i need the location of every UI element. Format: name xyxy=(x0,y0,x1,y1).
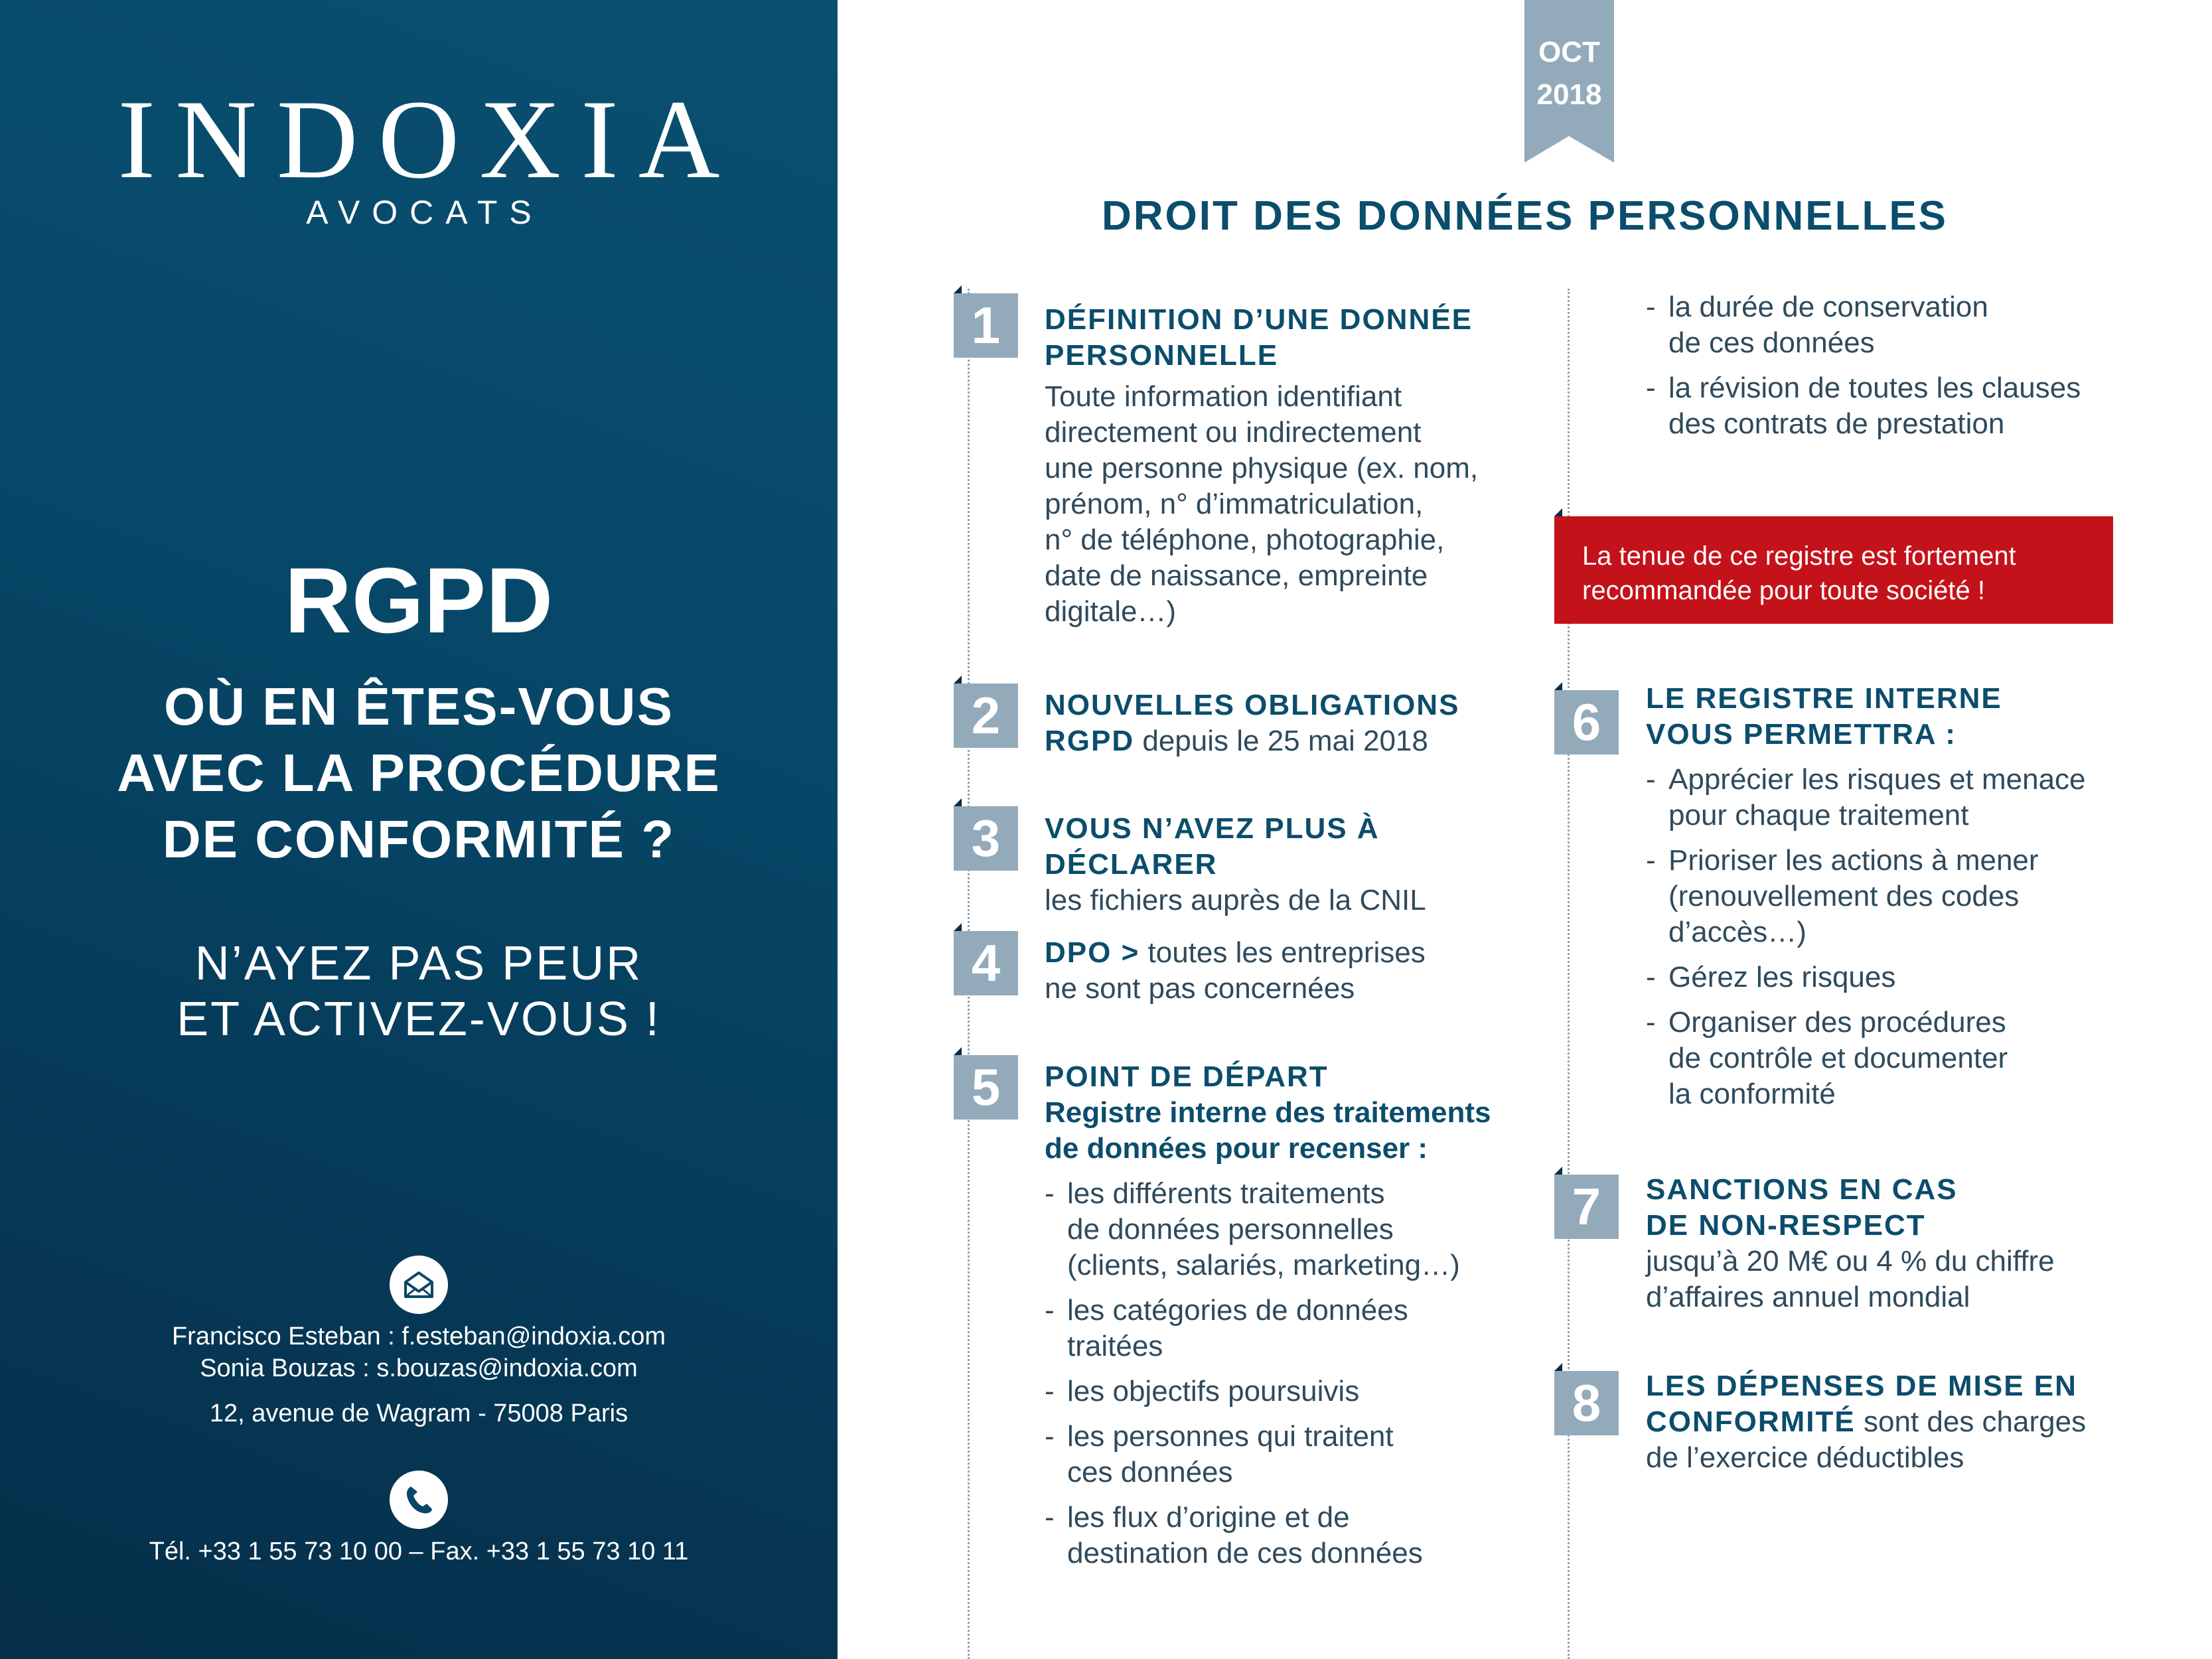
list-item-line: - les flux d’origine et de xyxy=(1067,1501,1350,1534)
section-5-subheading: Registre interne des traitements xyxy=(1045,1096,1491,1129)
section-1-text: prénom, n° d’immatriculation, xyxy=(1045,488,1424,520)
question-line: DE CONFORMITÉ ? xyxy=(162,810,676,869)
list-item-line: traitées xyxy=(1067,1330,1163,1362)
main-title: DROIT DES DONNÉES PERSONNELLES xyxy=(1101,193,1949,239)
section-1 xyxy=(1045,302,1549,630)
section-4-heading-bold: DPO > xyxy=(1045,936,1140,969)
section-7-text: d’affaires annuel mondial xyxy=(1646,1281,1970,1313)
list-item xyxy=(1646,370,2190,442)
list-item-line: de ces données xyxy=(1668,326,1875,359)
section-3 xyxy=(1045,811,1549,918)
section-1-text: digitale…) xyxy=(1045,595,1177,628)
section-5-subheading: de données pour recenser : xyxy=(1045,1132,1428,1165)
list-item xyxy=(1646,1005,2190,1112)
list-item-line: - les objectifs poursuivis xyxy=(1067,1375,1360,1407)
logo-main: INDOXIA xyxy=(117,77,740,202)
list-item-line: - Gérez les risques xyxy=(1668,961,1896,993)
section-number-6: 6 xyxy=(1554,690,1619,755)
section-2-heading: NOUVELLES OBLIGATIONS xyxy=(1045,689,1460,721)
section-1-text: date de naissance, empreinte xyxy=(1045,559,1428,592)
list-item xyxy=(1646,289,2190,361)
list-item xyxy=(1045,1500,1562,1571)
list-item-line: la conformité xyxy=(1668,1078,1836,1110)
section-2-text: depuis le 25 mai 2018 xyxy=(1134,725,1428,757)
section-1-text: une personne physique (ex. nom, xyxy=(1045,452,1479,484)
section-8-heading: LES DÉPENSES DE MISE EN xyxy=(1646,1370,2077,1402)
list-item xyxy=(1045,1374,1562,1409)
slogan-line: ET ACTIVEZ-VOUS ! xyxy=(177,993,661,1046)
logo-sub: AVOCATS xyxy=(306,194,544,231)
rgpd-title: RGPD xyxy=(284,548,553,652)
section-1-text: directement ou indirectement xyxy=(1045,416,1422,449)
section-2-heading-bold: RGPD xyxy=(1045,725,1135,757)
section-4 xyxy=(1045,935,1549,1007)
callout-line: La tenue de ce registre est fortement xyxy=(1582,541,2016,571)
contact-email-1[interactable]: Francisco Esteban : f.esteban@indoxia.com xyxy=(171,1323,666,1350)
list-item xyxy=(1646,960,2190,995)
section-7-heading: SANCTIONS EN CAS xyxy=(1646,1173,1958,1206)
phone-icon xyxy=(390,1471,448,1529)
list-item-line: - Apprécier les risques et menace xyxy=(1668,763,2086,796)
section-5-list-continued xyxy=(1646,289,2190,442)
column-divider-right xyxy=(1568,289,1570,1659)
section-number-7: 7 xyxy=(1554,1175,1619,1239)
section-number-1: 1 xyxy=(954,293,1018,358)
section-number-5: 5 xyxy=(954,1055,1018,1119)
slogan-line: N’AYEZ PAS PEUR xyxy=(194,937,643,990)
section-6-list xyxy=(1646,762,2190,1112)
list-item xyxy=(1646,843,2190,950)
address: 12, avenue de Wagram - 75008 Paris xyxy=(209,1400,628,1427)
list-item-line: (clients, salariés, marketing…) xyxy=(1067,1249,1460,1281)
section-1-heading: DÉFINITION D’UNE DONNÉE xyxy=(1045,303,1473,336)
list-item xyxy=(1045,1176,1562,1283)
section-4-text: ne sont pas concernées xyxy=(1045,972,1355,1005)
section-5-continued xyxy=(1646,289,2190,451)
section-8 xyxy=(1646,1368,2190,1476)
date-ribbon xyxy=(1524,0,1614,163)
section-7-heading: DE NON-RESPECT xyxy=(1646,1209,1926,1242)
slogan xyxy=(0,936,838,1047)
section-number-4: 4 xyxy=(954,931,1018,995)
question-line: AVEC LA PROCÉDURE xyxy=(117,743,721,802)
list-item xyxy=(1646,762,2190,833)
list-item-line: de contrôle et documenter xyxy=(1668,1042,2008,1074)
ribbon-year: 2018 xyxy=(1536,78,1602,111)
list-item-line: - la durée de conservation xyxy=(1668,291,1988,323)
section-5-list xyxy=(1045,1176,1562,1571)
section-8-heading-bold: CONFORMITÉ xyxy=(1646,1406,1856,1438)
callout-line: recommandée pour toute société ! xyxy=(1582,576,1986,605)
section-1-text: Toute information identifiant xyxy=(1045,380,1402,413)
list-item-line: (renouvellement des codes xyxy=(1668,880,2020,912)
section-1-text: n° de téléphone, photographie, xyxy=(1045,524,1445,556)
list-item-line: ces données xyxy=(1067,1456,1233,1488)
section-6 xyxy=(1646,681,2190,1121)
section-5 xyxy=(1045,1059,1562,1581)
list-item-line: destination de ces données xyxy=(1067,1537,1423,1569)
list-item-line: d’accès…) xyxy=(1668,916,1806,948)
section-4-text: toutes les entreprises xyxy=(1140,936,1426,969)
list-item-line: des contrats de prestation xyxy=(1668,407,2005,440)
section-number-3: 3 xyxy=(954,806,1018,871)
ribbon-month: OCT xyxy=(1538,36,1600,68)
phone-fax[interactable]: Tél. +33 1 55 73 10 00 – Fax. +33 1 55 73 10 11 xyxy=(149,1538,689,1565)
contact-email-2[interactable]: Sonia Bouzas : s.bouzas@indoxia.com xyxy=(200,1354,638,1382)
list-item-line: - les personnes qui traitent xyxy=(1067,1420,1394,1453)
question-line: OÙ EN ÊTES-VOUS xyxy=(164,677,674,736)
list-item-line: - Organiser des procédures xyxy=(1668,1006,2006,1039)
list-item xyxy=(1045,1419,1562,1490)
left-panel xyxy=(0,0,838,1659)
section-6-heading: VOUS PERMETTRA : xyxy=(1646,718,1956,751)
registry-callout xyxy=(1554,516,2113,624)
section-5-heading: POINT DE DÉPART xyxy=(1045,1060,1329,1093)
section-number-8: 8 xyxy=(1554,1371,1619,1435)
right-panel xyxy=(838,0,2212,1659)
list-item-line: - les différents traitements xyxy=(1067,1177,1385,1210)
section-3-heading: VOUS N’AVEZ PLUS À DÉCLARER xyxy=(1045,812,1380,881)
section-8-text: de l’exercice déductibles xyxy=(1646,1441,1964,1474)
list-item-line: pour chaque traitement xyxy=(1668,799,1969,831)
section-1-heading: PERSONNELLE xyxy=(1045,339,1279,372)
question-heading xyxy=(0,674,838,873)
section-number-2: 2 xyxy=(954,684,1018,748)
section-3-text: les fichiers auprès de la CNIL xyxy=(1045,884,1426,916)
list-item-line: de données personnelles xyxy=(1067,1213,1394,1246)
section-8-text: sont des charges xyxy=(1855,1406,2087,1438)
list-item-line: - la révision de toutes les clauses xyxy=(1668,372,2081,404)
section-7 xyxy=(1646,1172,2190,1315)
section-2 xyxy=(1045,687,1549,759)
section-6-heading: LE REGISTRE INTERNE xyxy=(1646,682,2002,715)
mail-icon xyxy=(390,1256,448,1314)
section-7-text: jusqu’à 20 M€ ou 4 % du chiffre xyxy=(1646,1245,2055,1277)
list-item-line: - les catégories de données xyxy=(1067,1294,1408,1327)
list-item-line: - Prioriser les actions à mener xyxy=(1668,844,2039,877)
list-item xyxy=(1045,1293,1562,1364)
